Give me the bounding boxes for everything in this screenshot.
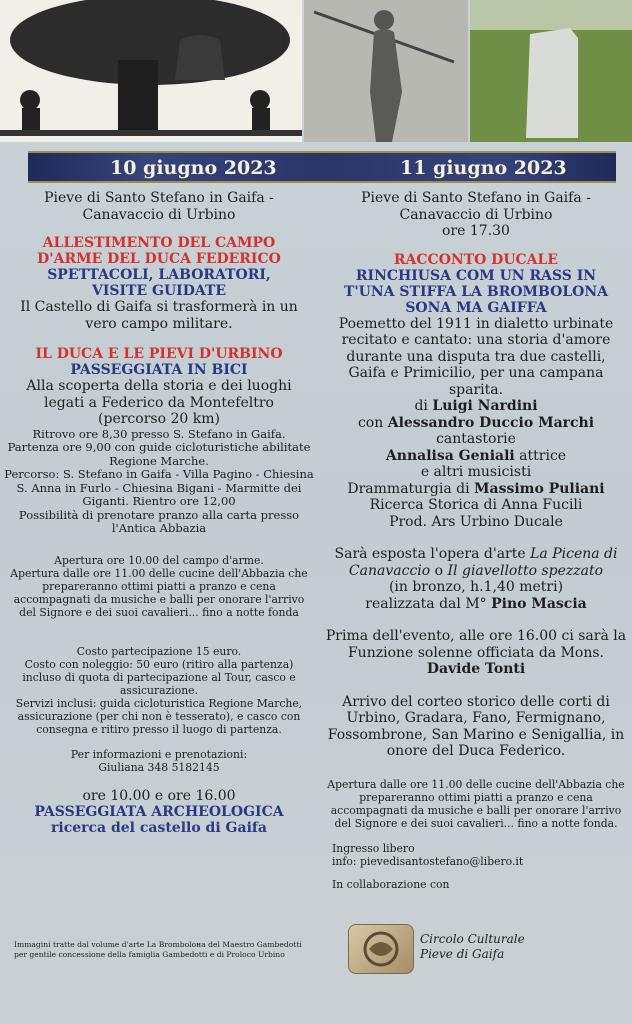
left-costo-line4: assicurazione. [120, 683, 198, 697]
circolo-logo-icon [348, 924, 414, 974]
right-ingresso: Ingresso libero [332, 841, 415, 855]
left-blue-heading5: ricerca del castello di Gaifa [51, 820, 267, 836]
left-bici-line3: (percorso 20 km) [98, 411, 220, 427]
right-arrivo-line2: Urbino, Gradara, Fano, Fermignano, [346, 710, 606, 726]
right-prima-line3: Davide Tonti [426, 661, 526, 677]
right-performer: Alessandro Duccio Marchi [387, 414, 595, 431]
right-dram-name: Massimo Puliani [474, 480, 605, 497]
right-column [322, 190, 630, 891]
left-small-line2: Partenza ore 9,00 con guide cicloturistiche abilitate [7, 440, 311, 454]
left-costo-line5: Servizi inclusi: guida cicloturistica Regione Marche, [15, 696, 303, 710]
right-opera-line4 [322, 596, 630, 613]
right-prod: Prod. Ars Urbino Ducale [389, 513, 563, 530]
left-small-line3: Regione Marche. [109, 453, 209, 468]
left-desc-line1: Il Castello di Gaifa si trasformerà in un [20, 299, 298, 315]
right-prima-line1: Prima dell'evento, alle ore 16.00 ci sarà la [325, 628, 627, 644]
right-blue-heading3: SONA MA GAIFFA [405, 299, 547, 316]
right-poem-line1: Poemetto del 1911 in dialetto urbinate [338, 315, 614, 332]
right-poem-line4: Gaifa e Primicilio, per una campana [348, 365, 604, 381]
right-venue-line1: Pieve di Santo Stefano in Gaifa - [361, 190, 591, 206]
right-red-heading1: RACCONTO DUCALE [393, 251, 559, 268]
left-apertura-line1: Apertura ore 10.00 del campo d'arme. [54, 553, 264, 567]
circolo-line2: Pieve di Gaifa [420, 947, 505, 961]
right-opera-o: o [430, 562, 448, 579]
right-opera-by: realizzata dal M° [365, 595, 492, 612]
right-author-line [322, 398, 630, 415]
right-poem-line5: sparita. [448, 381, 504, 398]
right-blue-heading2: T'UNA STIFFA LA BROMBOLONA [343, 283, 609, 300]
right-musicisti: e altri musicisti [420, 464, 532, 480]
right-opera-line2 [322, 563, 630, 580]
date-left: 10 giugno 2023 [110, 157, 277, 179]
left-bici-line2: legati a Federico da Montefeltro [44, 394, 274, 411]
left-small-line8: l'Antica Abbazia [111, 521, 207, 535]
left-costo-line7: consegna e ritiro presso il luogo di partenza. [36, 722, 282, 736]
right-ricerca: Ricerca Storica di Anna Fucili [369, 497, 583, 513]
right-ap-line4: del Signore e dei suoi cavalieri... fino a notte fonda. [334, 816, 618, 830]
right-cantastorie: cantastorie [436, 431, 516, 447]
left-venue-line2: Canavaccio di Urbino [82, 206, 236, 223]
right-dram-line [322, 481, 630, 498]
header-images [0, 0, 632, 142]
left-small-line7: Possibilità di prenotare pranzo alla carta presso [18, 507, 300, 522]
right-ap-line3: accompagnati da musiche e balli per onorare l'arrivo [330, 803, 622, 817]
right-actress-line [322, 448, 630, 465]
left-costo-line2: Costo con noleggio: 50 euro (ritiro alla partenza) [24, 657, 294, 671]
credit-line1: Immagini tratte dal volume d'arte La Bromboloна del Maestro Gambedotti [14, 940, 302, 949]
right-opera-intro: Sarà esposta l'opera d'arte [334, 546, 531, 562]
right-author: Luigi Nardini [432, 398, 538, 414]
left-blue-heading1: SPETTACOLI, LABORATORI, [47, 267, 271, 283]
left-small-line6: Giganti. Rientro ore 12,00 [82, 494, 236, 508]
left-apertura-line2: Apertura dalle ore 11.00 delle cucine dell'Abbazia che [10, 566, 308, 580]
right-prima-line2: Funzione solenne officiata da Mons. [347, 644, 605, 661]
right-ap-line1: Apertura dalle ore 11.00 delle cucine dell'Abbazia che [327, 777, 625, 791]
right-opera-title1: La Picena di [530, 546, 618, 562]
right-actress: Annalisa Geniali [385, 447, 515, 464]
date-right: 11 giugno 2023 [400, 157, 567, 179]
woodcut-tree-bell-image [0, 0, 302, 142]
circolo-logo-text [420, 932, 525, 962]
left-red-heading1: ALLESTIMENTO DEL CAMPO [42, 235, 276, 251]
right-opera-title3: Il giavellotto spezzato [447, 562, 604, 579]
castle-ruin-image [470, 0, 632, 142]
credit-line2: per gentile concessione della famiglia Gambedotti e di Proloco Urbino [14, 950, 285, 959]
left-desc-line2: vero campo militare. [85, 315, 233, 332]
right-attrice: attrice [514, 447, 567, 464]
left-apertura-line3: prepareranno ottimi piatti a pranzo e cena [42, 579, 276, 593]
left-apertura-line5: del Signore e dei suoi cavalieri... fino a notte fonda [19, 605, 299, 619]
left-ore-line: ore 10.00 e ore 16.00 [82, 787, 236, 804]
left-blue-heading3: PASSEGGIATA IN BICI [70, 362, 248, 378]
left-red-heading3: IL DUCA E LE PIEVI D'URBINO [35, 346, 283, 362]
right-arrivo-line3: Fossombrone, San Marino e Senigallia, in [327, 726, 625, 743]
left-info-line1: Per informazioni e prenotazioni: [70, 747, 248, 761]
left-small-line1: Ritrovo ore 8,30 presso S. Stefano in Gaifa. [32, 426, 286, 441]
left-small-line5: S. Anna in Furlo - Chiesina Bigani - Marmitte dei [16, 480, 302, 495]
right-arrivo-line4: onore del Duca Federico. [386, 743, 566, 759]
left-apertura-line4: accompagnati da musiche e balli per onorare l'arrivo [13, 592, 305, 606]
left-column [4, 190, 314, 836]
bronze-statue-image [304, 0, 468, 142]
right-collab: In collaborazione con [332, 877, 450, 891]
left-costo-line1: Costo partecipazione 15 euro. [76, 644, 242, 658]
right-blue-heading1: RINCHIUSA COM UN RASS IN [355, 267, 597, 284]
right-di: di [414, 398, 433, 414]
right-opera-line3: (in bronzo, h.1,40 metri) [388, 579, 564, 595]
right-venue-line2: Canavaccio di Urbino [399, 206, 553, 223]
right-artist: Pino Mascia [491, 595, 587, 612]
right-dram-label: Drammaturgia di [347, 480, 475, 497]
date-banner [28, 151, 616, 183]
right-time: ore 17.30 [442, 223, 510, 239]
left-blue-heading4: PASSEGGIATA ARCHEOLOGICA [34, 804, 284, 820]
left-info-line2: Giuliana 348 5182145 [98, 760, 220, 774]
left-red-heading2: D'ARME DEL DUCA FEDERICO [37, 251, 281, 267]
left-blue-heading2: VISITE GUIDATE [91, 283, 227, 299]
left-costo-line3: incluso di quota di partecipazione al Tour, casco e [22, 670, 296, 684]
right-opera-title2: Canavaccio [348, 562, 431, 579]
right-email: info: pievedisantostefano@libero.it [332, 854, 524, 868]
right-performer-line [322, 415, 630, 432]
left-costo-line6: assicurazione (per chi non è tesserato), e casco con [17, 709, 301, 723]
right-arrivo-line1: Arrivo del corteo storico delle corti di [342, 693, 610, 710]
right-ap-line2: prepareranno ottimi piatti a pranzo e cena [359, 790, 593, 804]
left-bici-line1: Alla scoperta della storia e dei luoghi [26, 378, 292, 394]
left-venue-line1: Pieve di Santo Stefano in Gaifa - [44, 190, 274, 206]
left-small-line4: Percorso: S. Stefano in Gaifa - Villa Pagino - Chiesina [4, 467, 314, 481]
right-opera-line1 [322, 546, 630, 563]
image-credits [14, 940, 314, 960]
circolo-line1: Circolo Culturale [420, 932, 525, 946]
right-con: con [357, 414, 388, 431]
right-poem-line3: durante una disputa tra due castelli, [346, 348, 606, 365]
right-poem-line2: recitato e cantato: una storia d'amore [341, 332, 611, 348]
